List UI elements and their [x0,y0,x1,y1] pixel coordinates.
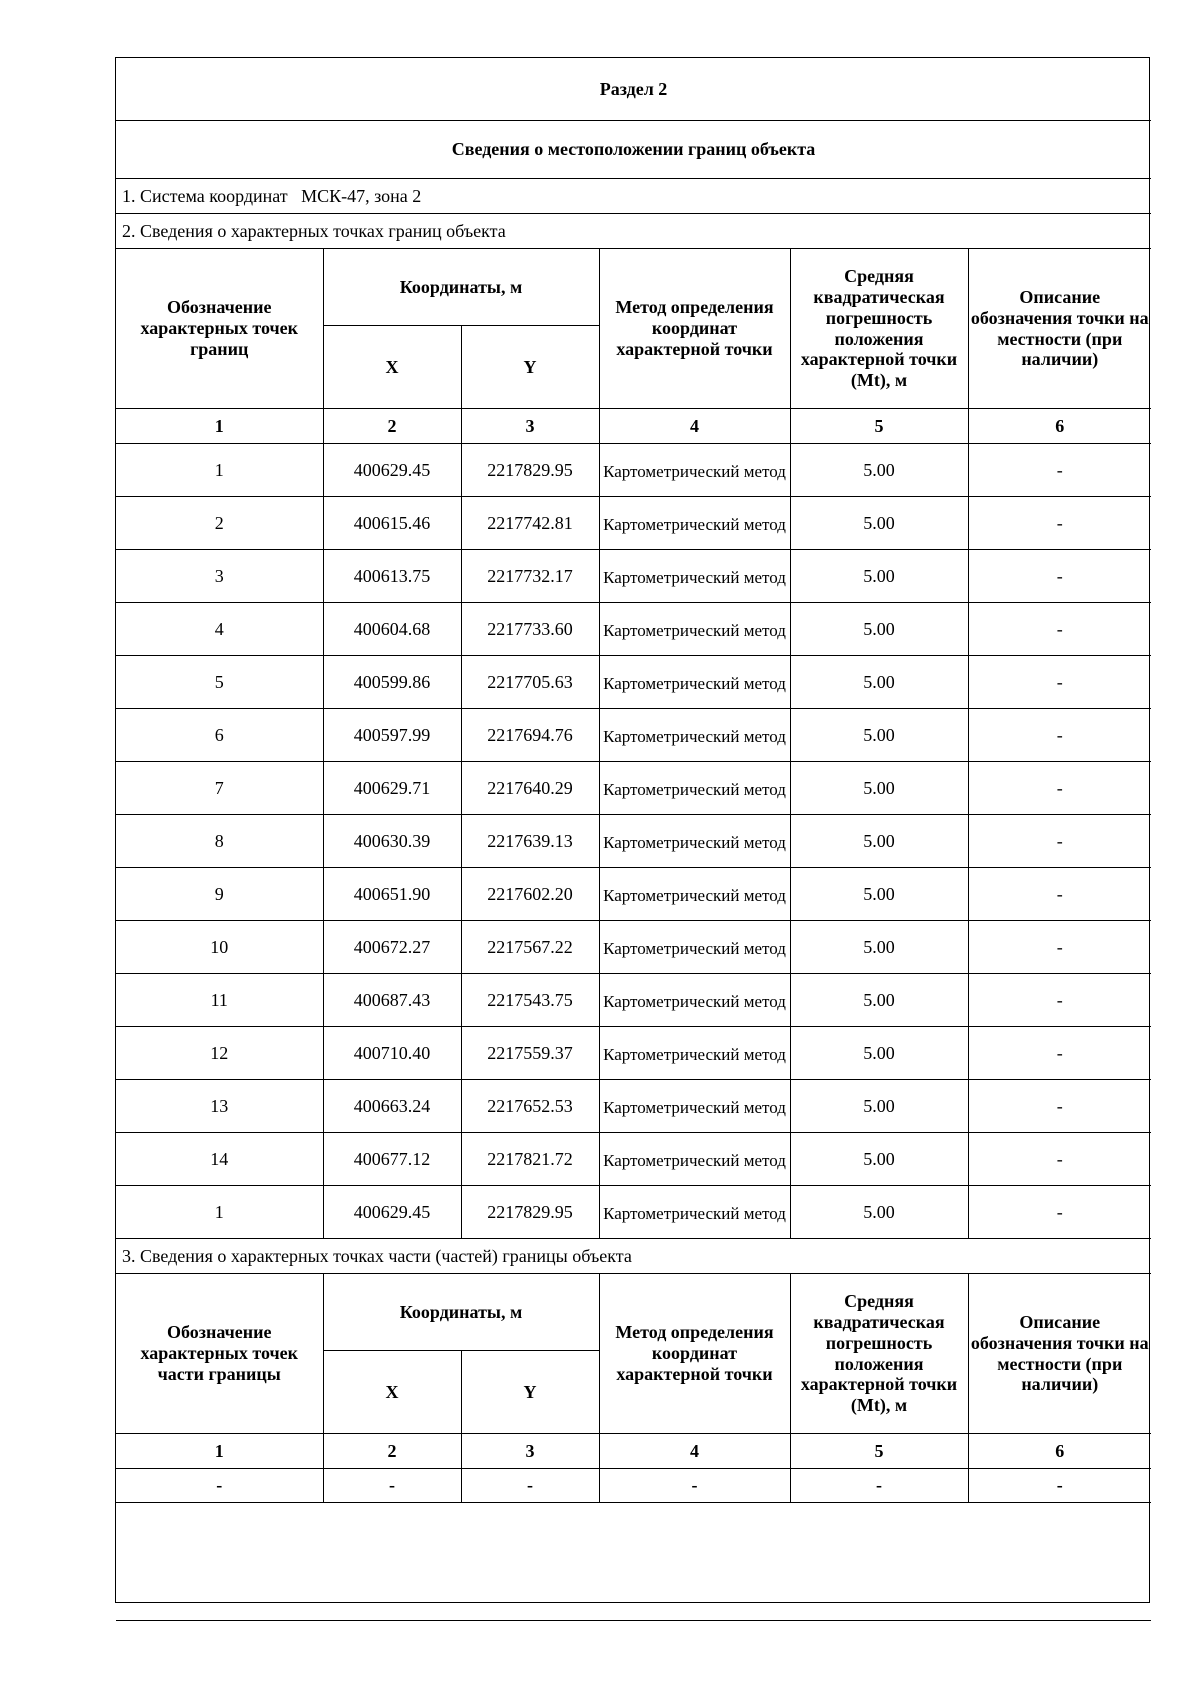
cell-x: 400615.46 [323,497,461,550]
table-row [116,1080,1151,1133]
cell-x: 400687.43 [323,974,461,1027]
table-row [116,1133,1151,1186]
column-number: 2 [323,409,461,444]
cell-point: 6 [116,709,323,762]
cell-error: 5.00 [790,550,968,603]
column-number: 1 [116,409,323,444]
cell-x: 400651.90 [323,868,461,921]
table2-header-coords: Координаты, м [323,1274,599,1351]
cell-y: 2217602.20 [461,868,599,921]
cell-y: 2217732.17 [461,550,599,603]
column-number: 6 [968,1434,1151,1469]
cell-description: - [968,1469,1151,1503]
cell-point: 5 [116,656,323,709]
column-number: 2 [323,1434,461,1469]
cell-point: 1 [116,1186,323,1239]
coord-system-value: МСК-47, зона 2 [301,185,422,206]
cell-x: 400597.99 [323,709,461,762]
cell-error: 5.00 [790,1027,968,1080]
cell-description: - [968,709,1151,762]
table2-column-numbers [116,1434,1151,1469]
table-row [116,497,1151,550]
cell-x: 400710.40 [323,1027,461,1080]
cell-method: Картометрический метод [599,762,790,815]
table2-header-y: Y [461,1351,599,1434]
blank-area [116,1503,1151,1621]
cell-point: 13 [116,1080,323,1133]
table2-header-x: X [323,1351,461,1434]
cell-error: - [790,1469,968,1503]
cell-method: Картометрический метод [599,1080,790,1133]
cell-error: 5.00 [790,1133,968,1186]
cell-x: 400629.45 [323,1186,461,1239]
table2-header-point: Обозначение характерных точек части границы [116,1274,323,1434]
table1-column-numbers [116,409,1151,444]
cell-error: 5.00 [790,656,968,709]
cell-method: - [599,1469,790,1503]
cell-error: 5.00 [790,709,968,762]
cell-y: 2217829.95 [461,444,599,497]
cell-error: 5.00 [790,1186,968,1239]
cell-y: - [461,1469,599,1503]
cell-method: Картометрический метод [599,709,790,762]
cell-method: Картометрический метод [599,1133,790,1186]
cell-method: Картометрический метод [599,974,790,1027]
cell-point: 11 [116,974,323,1027]
cell-x: 400672.27 [323,921,461,974]
cell-y: 2217652.53 [461,1080,599,1133]
cell-y: 2217640.29 [461,762,599,815]
cell-y: 2217829.95 [461,1186,599,1239]
cell-point: 7 [116,762,323,815]
cell-error: 5.00 [790,762,968,815]
document-frame [115,57,1150,1603]
cell-error: 5.00 [790,603,968,656]
coord-system-label: 1. Система координат [122,185,288,206]
cell-point: 2 [116,497,323,550]
cell-y: 2217742.81 [461,497,599,550]
cell-point: - [116,1469,323,1503]
table1-header-coords: Координаты, м [323,249,599,326]
table-row [116,974,1151,1027]
cell-x: 400629.71 [323,762,461,815]
cell-x: 400604.68 [323,603,461,656]
cell-x: 400599.86 [323,656,461,709]
table-row [116,1469,1151,1503]
cell-description: - [968,1080,1151,1133]
cell-point: 14 [116,1133,323,1186]
table-row [116,1027,1151,1080]
cell-method: Картометрический метод [599,497,790,550]
table-row [116,444,1151,497]
cell-method: Картометрический метод [599,603,790,656]
column-number: 5 [790,1434,968,1469]
table1-header-x: X [323,326,461,409]
column-number: 3 [461,1434,599,1469]
cell-error: 5.00 [790,974,968,1027]
column-number: 4 [599,1434,790,1469]
cell-description: - [968,497,1151,550]
table1-header-error: Средняя квадратическая погрешность положения характерной точки (Mt), м [790,249,968,409]
cell-method: Картометрический метод [599,444,790,497]
table-row [116,656,1151,709]
cell-point: 4 [116,603,323,656]
cell-y: 2217543.75 [461,974,599,1027]
cell-description: - [968,1027,1151,1080]
table-row [116,762,1151,815]
cell-method: Картометрический метод [599,921,790,974]
cell-y: 2217559.37 [461,1027,599,1080]
cell-description: - [968,921,1151,974]
cell-x: 400663.24 [323,1080,461,1133]
column-number: 4 [599,409,790,444]
table-row [116,815,1151,868]
cell-y: 2217733.60 [461,603,599,656]
cell-error: 5.00 [790,921,968,974]
table2-header-error: Средняя квадратическая погрешность положения характерной точки (Mt), м [790,1274,968,1434]
cell-description: - [968,656,1151,709]
cell-point: 9 [116,868,323,921]
column-number: 6 [968,409,1151,444]
cell-point: 3 [116,550,323,603]
boundary-document [116,58,1151,1621]
cell-error: 5.00 [790,868,968,921]
cell-x: 400629.45 [323,444,461,497]
section-heading: Раздел 2 [116,58,1151,121]
table2-header-method: Метод определения координат характерной точки [599,1274,790,1434]
cell-error: 5.00 [790,497,968,550]
cell-method: Картометрический метод [599,656,790,709]
cell-description: - [968,868,1151,921]
cell-description: - [968,444,1151,497]
cell-description: - [968,1186,1151,1239]
cell-description: - [968,762,1151,815]
cell-description: - [968,603,1151,656]
cell-y: 2217694.76 [461,709,599,762]
cell-x: 400613.75 [323,550,461,603]
cell-error: 5.00 [790,1080,968,1133]
cell-y: 2217821.72 [461,1133,599,1186]
cell-description: - [968,1133,1151,1186]
table-row [116,550,1151,603]
table1-header-point: Обозначение характерных точек границ [116,249,323,409]
table-row [116,603,1151,656]
cell-method: Картометрический метод [599,1027,790,1080]
table1-header-description: Описание обозначения точки на местности (при наличии) [968,249,1151,409]
cell-point: 1 [116,444,323,497]
table2-caption: 3. Сведения о характерных точках части (частей) границы объекта [116,1239,1151,1274]
table-row [116,1186,1151,1239]
cell-method: Картометрический метод [599,550,790,603]
cell-error: 5.00 [790,815,968,868]
coord-system-line [116,179,1151,214]
table-row [116,868,1151,921]
table1-caption: 2. Сведения о характерных точках границ объекта [116,214,1151,249]
cell-point: 10 [116,921,323,974]
table1-header-method: Метод определения координат характерной точки [599,249,790,409]
cell-y: 2217639.13 [461,815,599,868]
cell-y: 2217567.22 [461,921,599,974]
column-number: 3 [461,409,599,444]
cell-x: - [323,1469,461,1503]
cell-description: - [968,815,1151,868]
cell-method: Картометрический метод [599,868,790,921]
table-row [116,921,1151,974]
blank-cell [116,1503,1151,1621]
cell-description: - [968,550,1151,603]
document-title: Сведения о местоположении границ объекта [116,121,1151,179]
cell-x: 400630.39 [323,815,461,868]
cell-description: - [968,974,1151,1027]
table2-header-description: Описание обозначения точки на местности (при наличии) [968,1274,1151,1434]
cell-point: 12 [116,1027,323,1080]
cell-x: 400677.12 [323,1133,461,1186]
cell-y: 2217705.63 [461,656,599,709]
table-row [116,709,1151,762]
cell-method: Картометрический метод [599,1186,790,1239]
cell-method: Картометрический метод [599,815,790,868]
cell-error: 5.00 [790,444,968,497]
table1-header-y: Y [461,326,599,409]
cell-point: 8 [116,815,323,868]
column-number: 1 [116,1434,323,1469]
column-number: 5 [790,409,968,444]
